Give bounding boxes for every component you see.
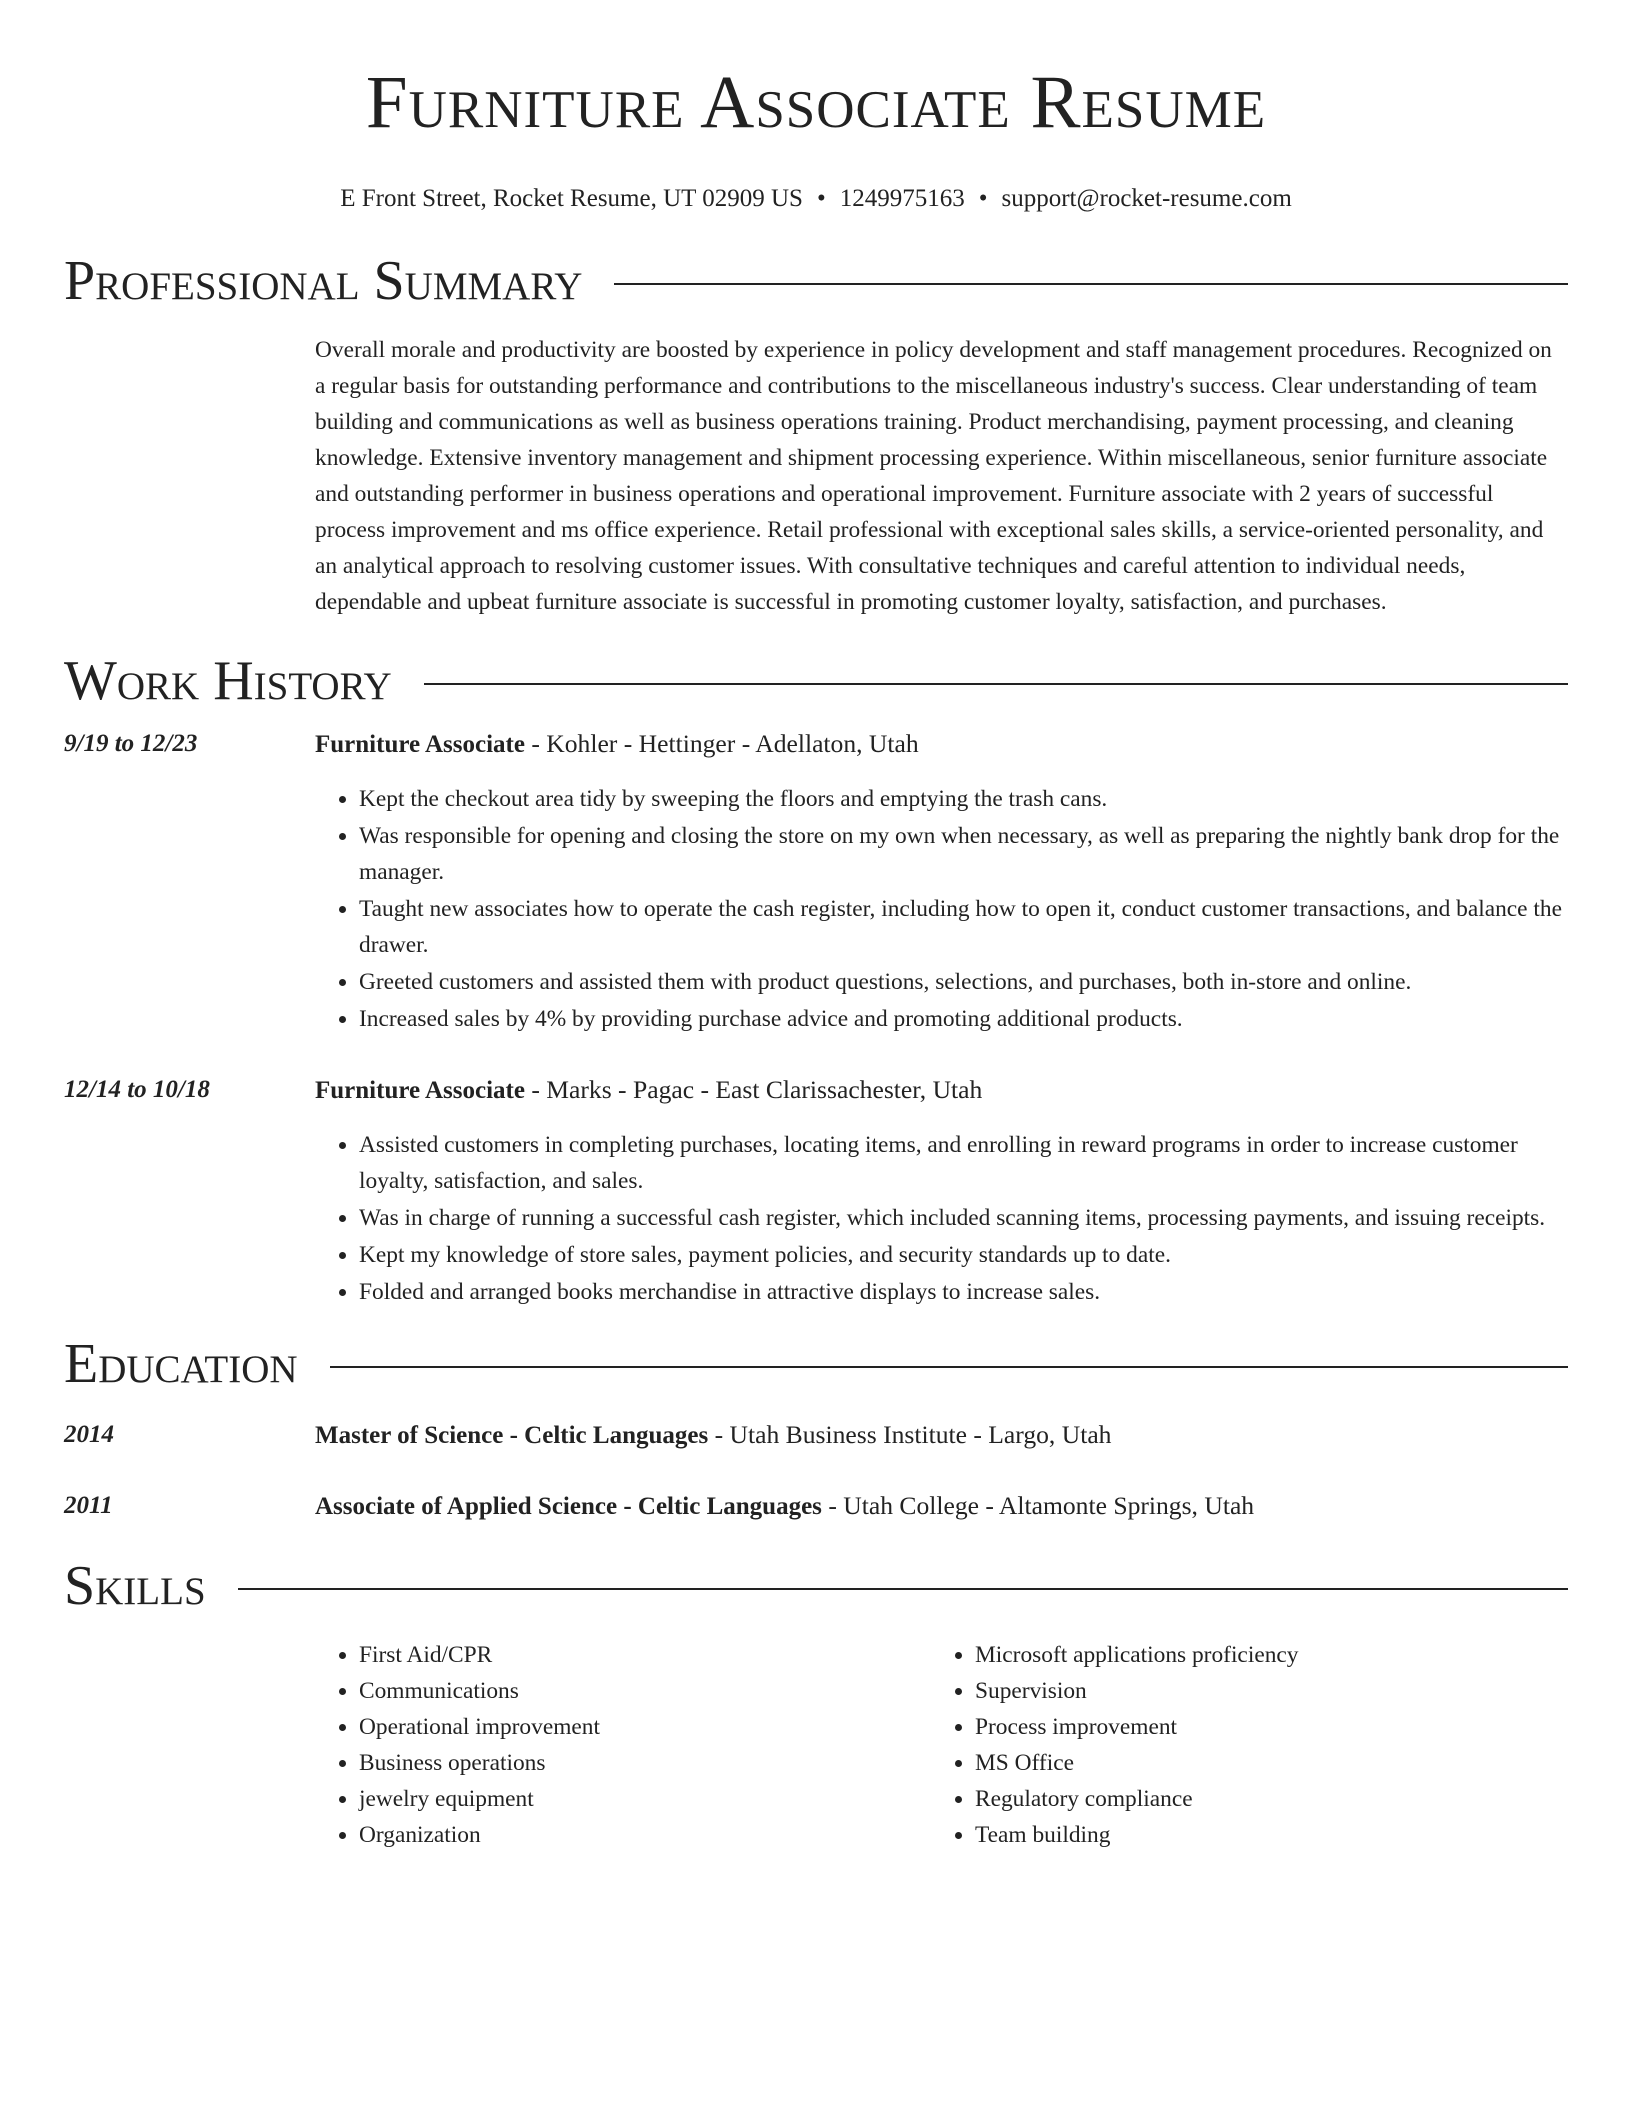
job-details: - Kohler - Hettinger - Adellaton, Utah: [524, 729, 919, 758]
education-school: - Utah Business Institute - Largo, Utah: [708, 1420, 1112, 1449]
skill-item: • Business operations: [359, 1745, 931, 1781]
contact-separator: •: [978, 185, 988, 212]
education-degree: Associate of Applied Science - Celtic Languages: [315, 1493, 822, 1520]
job-body: [315, 726, 1568, 1038]
job-bullets: [315, 1127, 1568, 1310]
skill-item: • MS Office: [975, 1745, 1551, 1781]
job-title: Furniture Associate: [315, 1077, 525, 1104]
skill-item: • Supervision: [975, 1673, 1551, 1709]
skill-item: • jewelry equipment: [359, 1781, 931, 1817]
list-item: • Was responsible for opening and closing the store on my own when necessary, as well as preparing the nightly bank drop for the manager.: [359, 818, 1568, 890]
job-details: - Marks - Pagac - East Clarissachester, Utah: [524, 1075, 983, 1104]
list-item: • Increased sales by 4% by providing purchase advice and promoting additional products.: [359, 1001, 1568, 1037]
section-divider: [330, 1366, 1568, 1368]
list-item: • Folded and arranged books merchandise in attractive displays to increase sales.: [359, 1274, 1568, 1310]
list-item: • Was in charge of running a successful cash register, which included scanning items, processing payments, and issuing receipts.: [359, 1200, 1568, 1236]
skills-section-header: [64, 1553, 1568, 1619]
list-item: • Greeted customers and assisted them with product questions, selections, and purchases, both in-store and online.: [359, 964, 1568, 1000]
job-bullets: [315, 781, 1568, 1037]
job-title-line: [315, 726, 1568, 763]
list-item: • Kept the checkout area tidy by sweeping the floors and emptying the trash cans.: [359, 781, 1568, 817]
job-dates: 9/19 to 12/23: [64, 730, 198, 757]
contact-address: E Front Street, Rocket Resume, UT 02909 US: [340, 185, 803, 212]
skill-item: • Operational improvement: [359, 1709, 931, 1745]
contact-line: [64, 184, 1568, 214]
skill-item: • Microsoft applications proficiency: [975, 1637, 1551, 1673]
summary-section-header: [64, 248, 1568, 314]
job-title-line: [315, 1072, 1568, 1109]
summary-heading: Professional Summary: [64, 250, 583, 312]
list-item: • Kept my knowledge of store sales, payment policies, and security standards up to date.: [359, 1237, 1568, 1273]
work-section-header: [64, 648, 1568, 714]
education-entry: [64, 1488, 1568, 1525]
contact-phone: 1249975163: [839, 185, 965, 212]
skill-item: • Process improvement: [975, 1709, 1551, 1745]
education-degree: Master of Science - Celtic Languages: [315, 1422, 709, 1449]
skill-item: • First Aid/CPR: [359, 1637, 931, 1673]
contact-separator: •: [816, 185, 826, 212]
education-body: [315, 1417, 1568, 1454]
education-heading: Education: [64, 1333, 298, 1395]
education-section-header: [64, 1331, 1568, 1397]
job-body: [315, 1072, 1568, 1311]
section-divider: [424, 683, 1568, 685]
skills-column-2: [931, 1637, 1551, 1853]
skill-item: • Team building: [975, 1817, 1551, 1853]
work-heading: Work History: [64, 650, 392, 712]
skill-item: • Communications: [359, 1673, 931, 1709]
resume-title: Furniture Associate Resume: [365, 61, 1267, 144]
education-entry: [64, 1417, 1568, 1454]
skills-heading: Skills: [64, 1555, 206, 1617]
skill-item: • Regulatory compliance: [975, 1781, 1551, 1817]
job-dates: 12/14 to 10/18: [64, 1076, 210, 1103]
skills-column-1: [315, 1637, 931, 1853]
job-title: Furniture Associate: [315, 731, 525, 758]
education-title-line: [315, 1417, 1568, 1454]
skill-item: • Organization: [359, 1817, 931, 1853]
education-year: 2011: [64, 1492, 113, 1519]
list-item: • Taught new associates how to operate the cash register, including how to open it, conduct customer transactions, and balance the drawer.: [359, 891, 1568, 963]
job-entry: [64, 726, 1568, 1038]
skills-list: [315, 1637, 1568, 1853]
section-divider: [238, 1588, 1568, 1590]
education-title-line: [315, 1488, 1568, 1525]
education-school: - Utah College - Altamonte Springs, Utah: [821, 1491, 1255, 1520]
list-item: • Assisted customers in completing purchases, locating items, and enrolling in reward programs in order to increase customer loyalty, satisfaction, and sales.: [359, 1127, 1568, 1199]
summary-text: Overall morale and productivity are boosted by experience in policy development and staff management procedures. Recognized on a regular basis for outstanding performance and contributions to the miscellaneous industry's success. Clear understanding of team building and communications as well as business operations training. Product merchandising, payment processing, and cleaning knowledge. Extensive inventory management and shipment processing experience. Within miscellaneous, senior furniture associate and outstanding performer in business operations and operational improvement. Furniture associate with 2 years of successful process improvement and ms office experience. Retail professional with exceptional sales skills, a service-oriented personality, and an analytical approach to resolving customer issues. With consultative techniques and careful attention to individual needs, dependable and upbeat furniture associate is successful in promoting customer loyalty, satisfaction, and purchases.: [315, 337, 1552, 615]
education-year: 2014: [64, 1421, 114, 1448]
contact-email: support@rocket-resume.com: [1001, 185, 1292, 212]
job-entry: [64, 1072, 1568, 1311]
section-divider: [614, 283, 1568, 285]
education-body: [315, 1488, 1568, 1525]
